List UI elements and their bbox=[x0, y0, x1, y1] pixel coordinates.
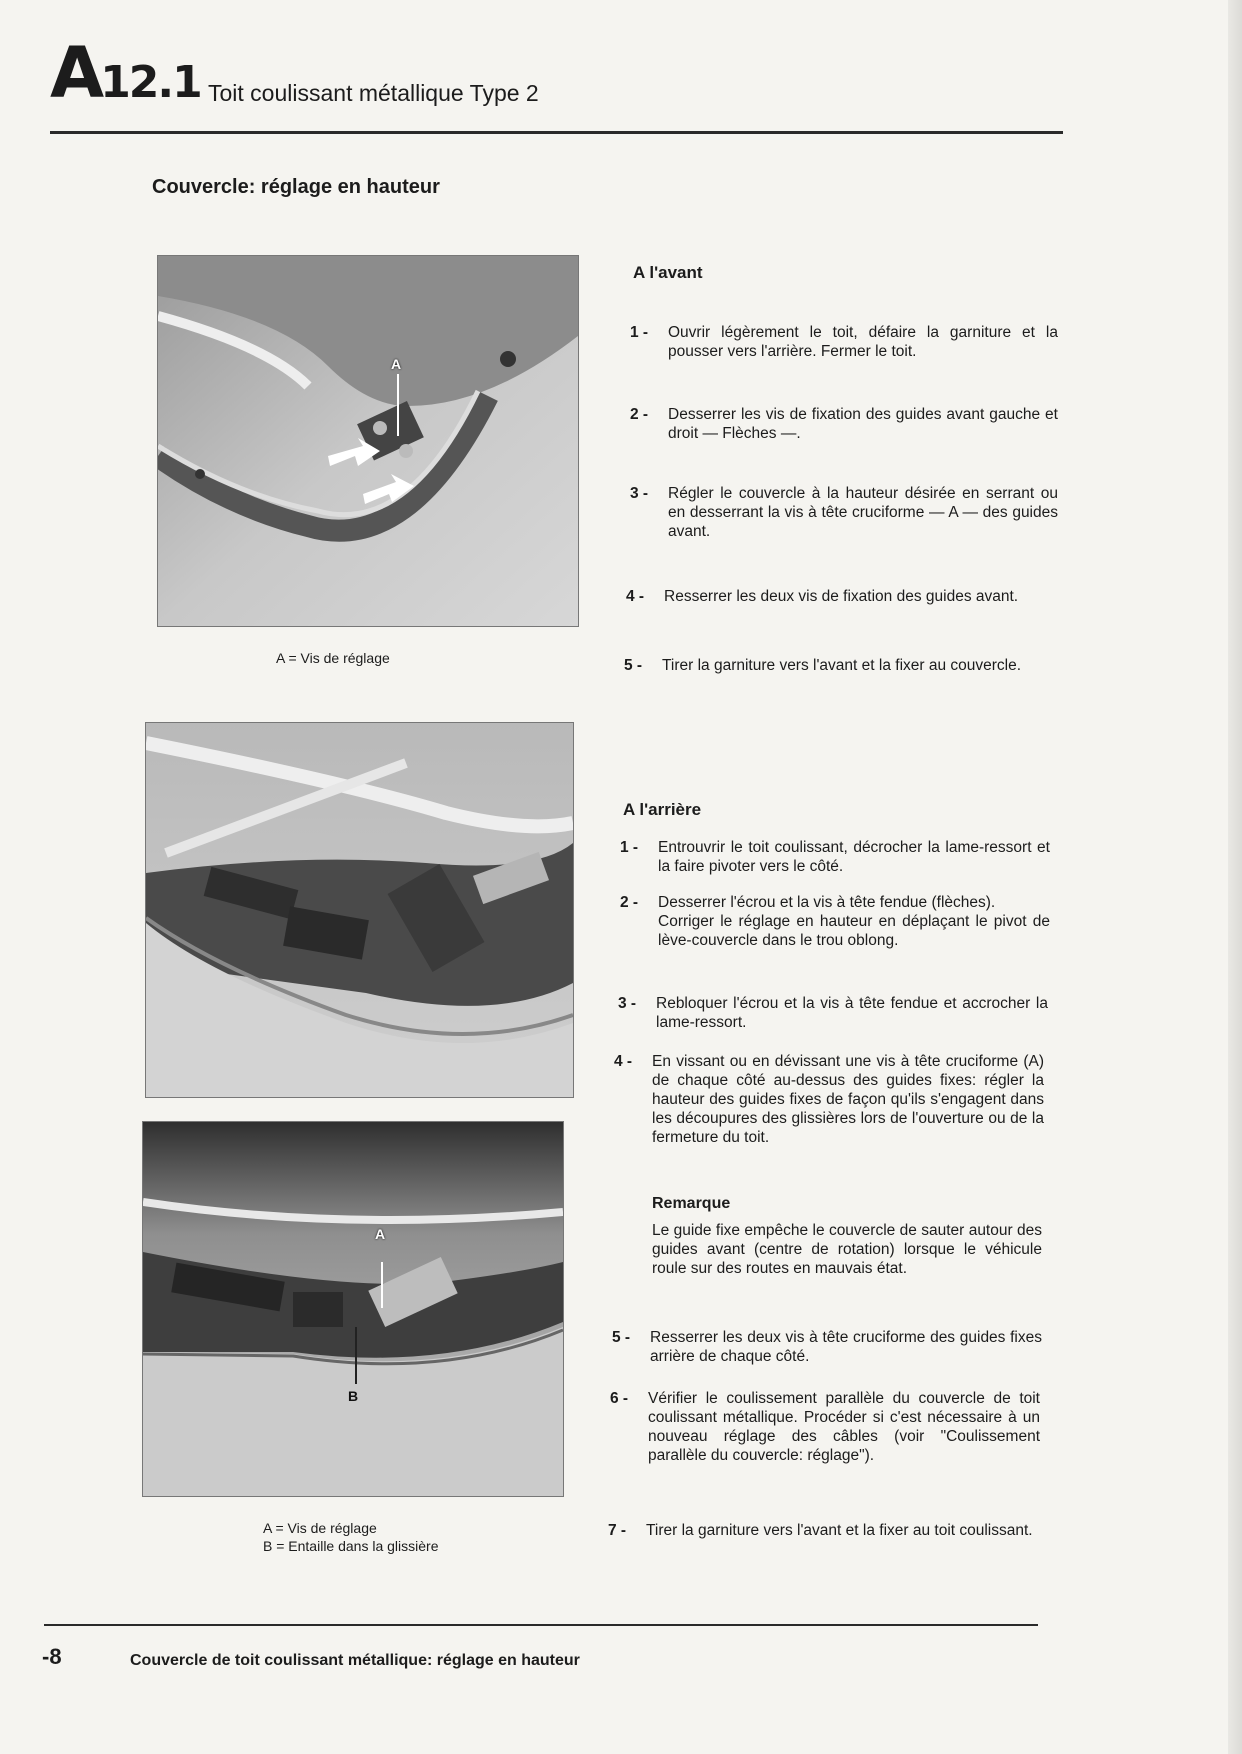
photo-front-guide-image bbox=[158, 256, 578, 626]
front-heading: A l'avant bbox=[633, 263, 703, 282]
photo3-caption bbox=[263, 1519, 439, 1555]
photo3-caption-line-2: B = Entaille dans la glissière bbox=[263, 1538, 439, 1554]
remark-text: Le guide fixe empêche le couvercle de sauter autour des guides avant (centre de rotation) lorsque le véhicule roule sur des routes en mauvais état. bbox=[652, 1222, 1042, 1277]
photo3-label-a: A bbox=[375, 1226, 386, 1242]
rear-heading: A l'arrière bbox=[623, 800, 702, 819]
footer-title: Couvercle de toit coulissant métallique: réglage en hauteur bbox=[130, 1652, 580, 1669]
remark-heading: Remarque bbox=[652, 1195, 731, 1212]
photo3-caption-line-1: A = Vis de réglage bbox=[263, 1520, 377, 1536]
photo1-label-a: A bbox=[391, 356, 402, 372]
photo1-caption: A = Vis de réglage bbox=[276, 650, 390, 666]
photo-front-guide bbox=[157, 255, 579, 627]
photo-rear-fixed-guide-image bbox=[143, 1122, 563, 1496]
page-number: -8 bbox=[42, 1644, 62, 1669]
photo-rear-pivot-image bbox=[146, 723, 573, 1097]
photo-rear-pivot bbox=[145, 722, 574, 1098]
page-edge-shadow bbox=[1228, 0, 1242, 1754]
photo3-label-b: B bbox=[348, 1388, 359, 1404]
header-divider bbox=[50, 131, 1063, 134]
section-code: A12.1 bbox=[50, 32, 201, 114]
page-heading: Couvercle: réglage en hauteur bbox=[152, 176, 440, 198]
photo-rear-fixed-guide bbox=[142, 1121, 564, 1497]
footer-divider bbox=[44, 1624, 1038, 1626]
document-title: Toit coulissant métallique Type 2 bbox=[208, 80, 539, 106]
